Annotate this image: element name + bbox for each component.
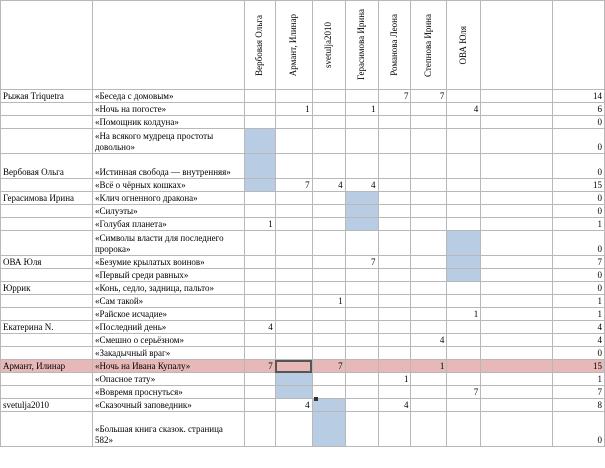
- column-header[interactable]: Армант, Илинар: [275, 1, 312, 90]
- table-row: [1, 308, 605, 321]
- author-cell[interactable]: ОВА Юля: [1, 256, 93, 269]
- author-cell[interactable]: [1, 116, 93, 129]
- table-row: [1, 321, 605, 334]
- selected-cell[interactable]: [275, 360, 312, 373]
- score-cell[interactable]: [378, 282, 411, 295]
- score-cell[interactable]: [275, 295, 312, 308]
- author-cell[interactable]: [1, 205, 93, 218]
- score-cell[interactable]: [244, 231, 275, 256]
- score-cell[interactable]: [244, 154, 275, 179]
- score-cell[interactable]: [244, 269, 275, 282]
- score-cell[interactable]: [345, 321, 378, 334]
- table-row: [1, 231, 605, 256]
- score-cell[interactable]: [481, 192, 553, 205]
- score-cell[interactable]: [447, 373, 481, 386]
- score-cell[interactable]: [312, 154, 345, 179]
- score-cell[interactable]: 4: [378, 399, 411, 412]
- score-cell[interactable]: [411, 373, 447, 386]
- score-cell[interactable]: 7: [275, 179, 312, 192]
- title-cell[interactable]: «Первый среди равных»: [92, 269, 244, 282]
- author-cell[interactable]: [1, 412, 93, 447]
- author-cell[interactable]: Екатерина N.: [1, 321, 93, 334]
- score-cell[interactable]: [411, 256, 447, 269]
- author-cell[interactable]: svetulja2010: [1, 399, 93, 412]
- score-cell[interactable]: [244, 386, 275, 399]
- title-cell[interactable]: «Истинная свобода — внутренняя»: [92, 154, 244, 179]
- score-cell[interactable]: [345, 373, 378, 386]
- total-cell[interactable]: 7: [553, 386, 605, 399]
- score-cell[interactable]: [244, 179, 275, 192]
- table-row: [1, 295, 605, 308]
- author-cell[interactable]: Вербовая Ольга: [1, 154, 93, 179]
- score-cell[interactable]: [312, 412, 345, 447]
- score-cell[interactable]: [345, 269, 378, 282]
- score-cell[interactable]: [244, 192, 275, 205]
- total-cell[interactable]: 0: [553, 205, 605, 218]
- score-cell[interactable]: [447, 282, 481, 295]
- score-cell[interactable]: [275, 321, 312, 334]
- table-row: [1, 256, 605, 269]
- column-header[interactable]: Герасимова Ирина: [345, 1, 378, 90]
- author-cell[interactable]: [1, 373, 93, 386]
- score-cell[interactable]: [447, 412, 481, 447]
- table-row: [1, 154, 605, 179]
- author-cell[interactable]: Герасимова Ирина: [1, 192, 93, 205]
- score-cell[interactable]: [345, 360, 378, 373]
- score-cell[interactable]: 1: [345, 103, 378, 116]
- score-cell[interactable]: [312, 103, 345, 116]
- score-cell[interactable]: 4: [345, 179, 378, 192]
- score-cell[interactable]: [378, 360, 411, 373]
- score-cell[interactable]: [447, 256, 481, 269]
- score-cell[interactable]: 4: [312, 179, 345, 192]
- score-cell[interactable]: [275, 373, 312, 386]
- score-cell[interactable]: [378, 205, 411, 218]
- title-cell[interactable]: «Последний день»: [92, 321, 244, 334]
- score-cell[interactable]: [312, 256, 345, 269]
- author-cell[interactable]: [1, 218, 93, 231]
- score-cell[interactable]: [275, 90, 312, 103]
- score-cell[interactable]: [378, 412, 411, 447]
- column-header[interactable]: Вербовая Ольга: [244, 1, 275, 90]
- total-cell[interactable]: 4: [553, 321, 605, 334]
- score-cell[interactable]: [411, 321, 447, 334]
- score-cell[interactable]: 7: [411, 90, 447, 103]
- score-cell[interactable]: [447, 295, 481, 308]
- title-cell[interactable]: «На всякого мудреца простоты довольно»: [92, 129, 244, 154]
- score-cell[interactable]: [312, 334, 345, 347]
- score-cell[interactable]: [244, 399, 275, 412]
- score-cell[interactable]: [312, 231, 345, 256]
- score-cell[interactable]: [411, 269, 447, 282]
- score-cell[interactable]: [378, 347, 411, 360]
- score-cell[interactable]: [244, 205, 275, 218]
- score-cell[interactable]: [275, 129, 312, 154]
- score-cell[interactable]: [481, 295, 553, 308]
- score-cell[interactable]: [345, 231, 378, 256]
- title-cell[interactable]: «Конь, седло, задница, пальто»: [92, 282, 244, 295]
- author-cell[interactable]: [1, 295, 93, 308]
- total-cell[interactable]: 15: [553, 360, 605, 373]
- score-cell[interactable]: [378, 218, 411, 231]
- title-cell[interactable]: «Райское исчадие»: [92, 308, 244, 321]
- table-row: [1, 205, 605, 218]
- author-cell[interactable]: [1, 269, 93, 282]
- score-cell[interactable]: [481, 399, 553, 412]
- score-cell[interactable]: [275, 386, 312, 399]
- total-cell[interactable]: 0: [553, 269, 605, 282]
- score-cell[interactable]: [312, 347, 345, 360]
- score-cell[interactable]: [275, 347, 312, 360]
- score-cell[interactable]: [411, 179, 447, 192]
- table-row: [1, 373, 605, 386]
- score-cell[interactable]: 1: [244, 218, 275, 231]
- author-cell[interactable]: [1, 347, 93, 360]
- score-cell[interactable]: [378, 256, 411, 269]
- score-cell[interactable]: [312, 282, 345, 295]
- score-cell[interactable]: [345, 399, 378, 412]
- author-cell[interactable]: [1, 103, 93, 116]
- table-row: [1, 386, 605, 399]
- score-cell[interactable]: [244, 334, 275, 347]
- score-cell[interactable]: [481, 334, 553, 347]
- score-cell[interactable]: [481, 360, 553, 373]
- title-cell[interactable]: «Сам такой»: [92, 295, 244, 308]
- score-cell[interactable]: [481, 386, 553, 399]
- title-cell[interactable]: «Помощник колдуна»: [92, 116, 244, 129]
- score-cell[interactable]: [447, 116, 481, 129]
- score-cell[interactable]: [244, 282, 275, 295]
- author-cell[interactable]: Армант, Илинар: [1, 360, 93, 373]
- title-cell[interactable]: «Безумие крылатых воинов»: [92, 256, 244, 269]
- score-cell[interactable]: [345, 192, 378, 205]
- score-cell[interactable]: [244, 412, 275, 447]
- score-cell[interactable]: [378, 116, 411, 129]
- score-cell[interactable]: [411, 386, 447, 399]
- header-row: [1, 1, 605, 90]
- score-cell[interactable]: [481, 116, 553, 129]
- total-cell[interactable]: 15: [553, 179, 605, 192]
- title-cell[interactable]: «Беседа с домовым»: [92, 90, 244, 103]
- total-cell[interactable]: 1: [553, 295, 605, 308]
- table-row: [1, 116, 605, 129]
- score-cell[interactable]: [345, 154, 378, 179]
- score-cell[interactable]: 7: [312, 360, 345, 373]
- title-cell[interactable]: «Сказочный заповедник»: [92, 399, 244, 412]
- table-row: [1, 282, 605, 295]
- score-cell[interactable]: [275, 116, 312, 129]
- score-cell[interactable]: [481, 179, 553, 192]
- score-cell[interactable]: [481, 231, 553, 256]
- table-row: [1, 334, 605, 347]
- total-cell[interactable]: 1: [553, 373, 605, 386]
- title-cell[interactable]: «Символы власти для последнего пророка»: [92, 231, 244, 256]
- score-cell[interactable]: [447, 231, 481, 256]
- score-cell[interactable]: [481, 154, 553, 179]
- score-cell[interactable]: [481, 218, 553, 231]
- score-cell[interactable]: [275, 205, 312, 218]
- table-row: [1, 218, 605, 231]
- score-cell[interactable]: [312, 205, 345, 218]
- score-cell[interactable]: [312, 129, 345, 154]
- score-cell[interactable]: [447, 129, 481, 154]
- score-cell[interactable]: [312, 373, 345, 386]
- score-cell[interactable]: [378, 129, 411, 154]
- score-cell[interactable]: [481, 205, 553, 218]
- author-cell[interactable]: [1, 386, 93, 399]
- score-cell[interactable]: [481, 103, 553, 116]
- table-row: [1, 179, 605, 192]
- author-header[interactable]: [1, 1, 93, 90]
- score-cell[interactable]: [345, 205, 378, 218]
- total-cell[interactable]: 14: [553, 90, 605, 103]
- score-cell[interactable]: [411, 129, 447, 154]
- score-cell[interactable]: [378, 269, 411, 282]
- title-cell[interactable]: «Ночь на Ивана Купалу»: [92, 360, 244, 373]
- score-cell[interactable]: [447, 399, 481, 412]
- title-cell[interactable]: «Смешно о серьёзном»: [92, 334, 244, 347]
- score-cell[interactable]: [411, 205, 447, 218]
- total-cell[interactable]: 8: [553, 399, 605, 412]
- score-cell[interactable]: [312, 308, 345, 321]
- total-cell[interactable]: 0: [553, 116, 605, 129]
- title-cell[interactable]: «Голубая планета»: [92, 218, 244, 231]
- table-row: [1, 399, 605, 412]
- score-cell[interactable]: [378, 231, 411, 256]
- score-cell[interactable]: [411, 308, 447, 321]
- score-cell[interactable]: 4: [275, 399, 312, 412]
- table-row: [1, 103, 605, 116]
- score-cell[interactable]: [378, 386, 411, 399]
- title-cell[interactable]: «Силуэты»: [92, 205, 244, 218]
- score-cell[interactable]: [447, 334, 481, 347]
- score-cell[interactable]: [481, 282, 553, 295]
- score-cell[interactable]: [345, 129, 378, 154]
- score-cell[interactable]: [411, 116, 447, 129]
- score-cell[interactable]: [345, 412, 378, 447]
- score-cell[interactable]: [378, 103, 411, 116]
- score-cell[interactable]: [275, 269, 312, 282]
- score-cell[interactable]: [447, 154, 481, 179]
- score-cell[interactable]: [244, 308, 275, 321]
- score-cell[interactable]: [481, 412, 553, 447]
- total-cell[interactable]: 4: [553, 334, 605, 347]
- title-cell[interactable]: «Вовремя проснуться»: [92, 386, 244, 399]
- score-cell[interactable]: [312, 269, 345, 282]
- total-cell[interactable]: 6: [553, 103, 605, 116]
- score-cell[interactable]: 1: [411, 360, 447, 373]
- total-cell[interactable]: 1: [553, 308, 605, 321]
- table-row: [1, 269, 605, 282]
- column-header[interactable]: Романова Леона: [378, 1, 411, 90]
- title-cell[interactable]: «Всё о чёрных кошках»: [92, 179, 244, 192]
- score-cell[interactable]: 4: [447, 103, 481, 116]
- title-cell[interactable]: «Опасное тату»: [92, 373, 244, 386]
- title-cell[interactable]: «Большая книга сказок. страница 582»: [92, 412, 244, 447]
- score-cell[interactable]: [275, 154, 312, 179]
- score-cell[interactable]: [411, 282, 447, 295]
- score-cell[interactable]: [275, 282, 312, 295]
- score-cell[interactable]: [275, 218, 312, 231]
- author-cell[interactable]: Юррик: [1, 282, 93, 295]
- score-cell[interactable]: 1: [312, 295, 345, 308]
- fill-handle[interactable]: [314, 397, 318, 401]
- author-cell[interactable]: [1, 231, 93, 256]
- title-cell[interactable]: «Ночь на погосте»: [92, 103, 244, 116]
- author-cell[interactable]: [1, 179, 93, 192]
- score-cell[interactable]: [447, 218, 481, 231]
- score-cell[interactable]: 7: [378, 90, 411, 103]
- score-cell[interactable]: [481, 269, 553, 282]
- score-cell[interactable]: [378, 308, 411, 321]
- column-header[interactable]: ОВА Юля: [447, 1, 481, 90]
- score-cell[interactable]: 1: [378, 373, 411, 386]
- author-cell[interactable]: [1, 129, 93, 154]
- author-cell[interactable]: Рыжая Triquetra: [1, 90, 93, 103]
- score-cell[interactable]: [378, 321, 411, 334]
- score-cell[interactable]: [481, 129, 553, 154]
- score-cell[interactable]: 7: [244, 360, 275, 373]
- score-cell[interactable]: [447, 192, 481, 205]
- score-cell[interactable]: [244, 90, 275, 103]
- score-cell[interactable]: [481, 321, 553, 334]
- score-cell[interactable]: [481, 373, 553, 386]
- highlighted-row: [1, 360, 605, 373]
- score-cell[interactable]: [378, 192, 411, 205]
- total-cell[interactable]: 7: [553, 256, 605, 269]
- score-cell[interactable]: [378, 179, 411, 192]
- score-cell[interactable]: [244, 373, 275, 386]
- total-cell[interactable]: 0: [553, 231, 605, 256]
- score-cell[interactable]: [345, 386, 378, 399]
- total-cell[interactable]: 0: [553, 154, 605, 179]
- table-row: [1, 90, 605, 103]
- table-row: [1, 347, 605, 360]
- score-cell[interactable]: [244, 347, 275, 360]
- score-cell[interactable]: [411, 412, 447, 447]
- score-cell[interactable]: [481, 256, 553, 269]
- empty-header[interactable]: [481, 1, 553, 90]
- score-cell[interactable]: 1: [275, 103, 312, 116]
- table-row: [1, 192, 605, 205]
- score-cell[interactable]: [481, 308, 553, 321]
- score-cell[interactable]: [411, 154, 447, 179]
- score-cell[interactable]: [411, 218, 447, 231]
- score-cell[interactable]: [244, 295, 275, 308]
- score-cell[interactable]: [447, 90, 481, 103]
- score-cell[interactable]: [411, 295, 447, 308]
- column-header[interactable]: Степнова Ирина: [411, 1, 447, 90]
- score-cell[interactable]: [447, 179, 481, 192]
- score-cell[interactable]: [447, 205, 481, 218]
- score-cell[interactable]: [345, 218, 378, 231]
- total-cell[interactable]: 0: [553, 282, 605, 295]
- score-cell[interactable]: [447, 360, 481, 373]
- score-cell[interactable]: [378, 295, 411, 308]
- score-cell[interactable]: 4: [411, 334, 447, 347]
- total-cell[interactable]: 0: [553, 192, 605, 205]
- score-cell[interactable]: [275, 231, 312, 256]
- score-cell[interactable]: 7: [345, 256, 378, 269]
- score-cell[interactable]: [275, 308, 312, 321]
- column-header[interactable]: svetulja2010: [312, 1, 345, 90]
- score-cell[interactable]: [312, 218, 345, 231]
- score-cell[interactable]: [312, 116, 345, 129]
- score-cell[interactable]: [345, 90, 378, 103]
- score-cell[interactable]: [378, 334, 411, 347]
- score-cell[interactable]: [411, 192, 447, 205]
- score-cell[interactable]: [411, 347, 447, 360]
- score-cell[interactable]: [345, 295, 378, 308]
- score-cell[interactable]: [481, 347, 553, 360]
- score-cell[interactable]: [378, 154, 411, 179]
- score-cell[interactable]: [244, 256, 275, 269]
- score-cell[interactable]: [345, 308, 378, 321]
- table-row: [1, 412, 605, 447]
- total-cell[interactable]: 0: [553, 412, 605, 447]
- score-cell[interactable]: [312, 90, 345, 103]
- table-row: [1, 129, 605, 154]
- score-cell[interactable]: [411, 231, 447, 256]
- score-cell[interactable]: [275, 412, 312, 447]
- score-cell[interactable]: [411, 399, 447, 412]
- score-cell[interactable]: [345, 334, 378, 347]
- title-cell[interactable]: «Закадычный враг»: [92, 347, 244, 360]
- score-cell[interactable]: 7: [447, 386, 481, 399]
- score-cell[interactable]: 1: [447, 308, 481, 321]
- score-cell[interactable]: [345, 116, 378, 129]
- score-cell[interactable]: [447, 321, 481, 334]
- total-cell[interactable]: 1: [553, 218, 605, 231]
- score-cell[interactable]: [481, 90, 553, 103]
- score-cell[interactable]: [411, 103, 447, 116]
- score-cell[interactable]: [275, 192, 312, 205]
- score-cell[interactable]: [275, 334, 312, 347]
- title-header[interactable]: [92, 1, 244, 90]
- title-cell[interactable]: «Клич огненного дракона»: [92, 192, 244, 205]
- score-cell[interactable]: [312, 321, 345, 334]
- total-header[interactable]: [553, 1, 605, 90]
- score-cell[interactable]: [275, 256, 312, 269]
- author-cell[interactable]: [1, 334, 93, 347]
- score-cell[interactable]: [312, 192, 345, 205]
- score-cell[interactable]: [244, 103, 275, 116]
- score-cell[interactable]: [244, 129, 275, 154]
- score-cell[interactable]: [345, 347, 378, 360]
- score-cell[interactable]: [244, 116, 275, 129]
- total-cell[interactable]: 0: [553, 347, 605, 360]
- total-cell[interactable]: 0: [553, 129, 605, 154]
- score-cell[interactable]: 4: [244, 321, 275, 334]
- author-cell[interactable]: [1, 308, 93, 321]
- score-cell[interactable]: [447, 269, 481, 282]
- score-cell[interactable]: [345, 282, 378, 295]
- score-cell[interactable]: [447, 347, 481, 360]
